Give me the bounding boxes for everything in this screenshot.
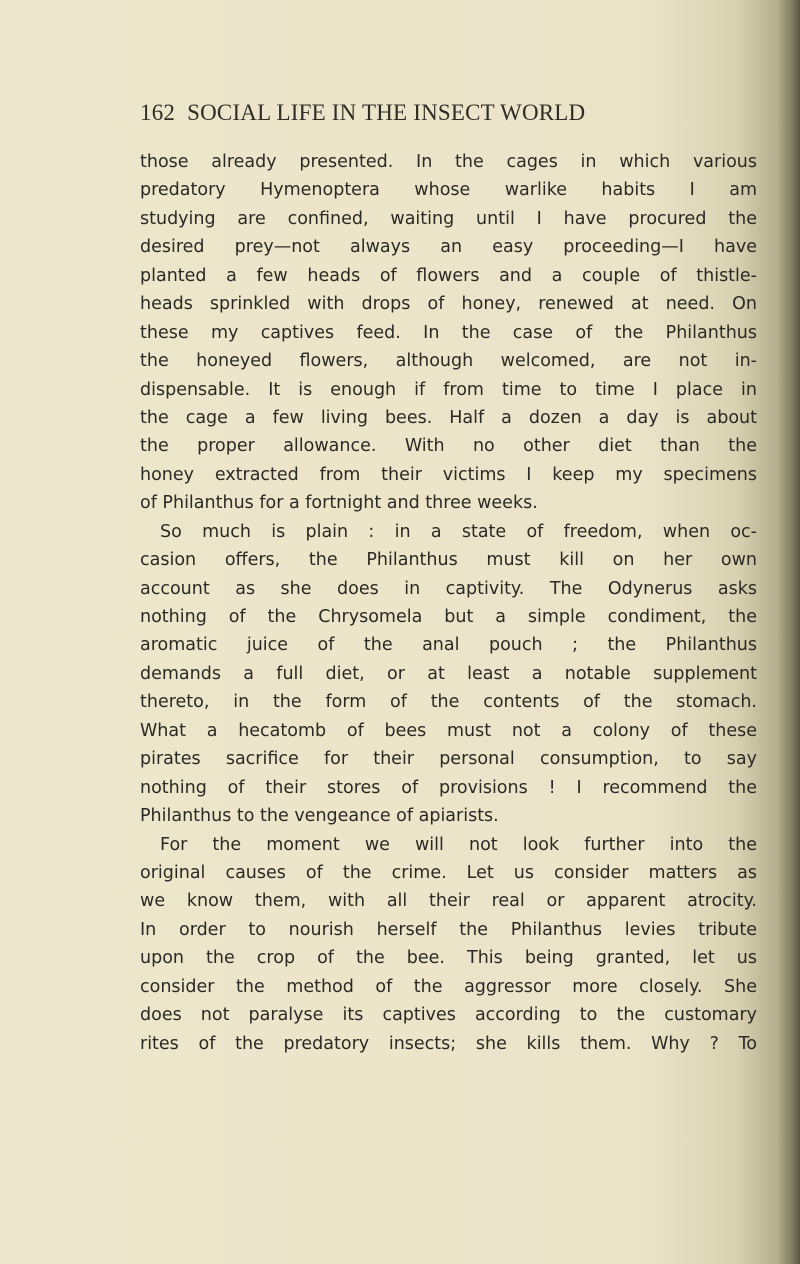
text-line: those already presented. In the cages in which various — [140, 152, 757, 172]
text-line: dispensable. It is enough if from time to time I place in — [140, 379, 757, 400]
text-line: heads sprinkled with drops of honey, renewed at need. On — [140, 294, 757, 315]
text-line: account as she does in captivity. The Odynerus asks — [140, 578, 757, 599]
text-line: upon the crop of the bee. This being granted, let us — [140, 948, 757, 969]
text-line: nothing of their stores of provisions ! I recommend the — [140, 777, 757, 798]
text-line: of Philanthus for a fortnight and three weeks. — [140, 493, 538, 514]
text-line: consider the method of the aggressor more closely. She — [140, 976, 757, 997]
text-line: the proper allowance. With no other diet than the — [140, 436, 757, 457]
text-line: demands a full diet, or at least a notable supplement — [140, 663, 757, 684]
text-line: aromatic juice of the anal pouch ; the Philanthus — [140, 635, 757, 656]
body-text — [140, 148, 757, 1058]
text-line: predatory Hymenoptera whose warlike habits I am — [140, 180, 757, 201]
text-line: For the moment we will not look further into the — [160, 834, 757, 855]
text-line: original causes of the crime. Let us consider matters as — [140, 862, 757, 883]
text-line: these my captives feed. In the case of the Philanthus — [140, 322, 757, 343]
text-line: honey extracted from their victims I keep my specimens — [140, 464, 757, 485]
text-line: Philanthus to the vengeance of apiarists. — [140, 806, 499, 827]
text-line: desired prey—not always an easy proceeding—I have — [140, 237, 757, 258]
text-line: In order to nourish herself the Philanthus levies tribute — [140, 919, 757, 940]
running-title: SOCIAL LIFE IN THE INSECT WORLD — [187, 100, 586, 125]
text-line: thereto, in the form of the contents of the stomach. — [140, 692, 757, 713]
text-line: the cage a few living bees. Half a dozen a day is about — [140, 407, 757, 428]
text-line: casion offers, the Philanthus must kill on her own — [140, 550, 757, 571]
text-line: does not paralyse its captives according to the customary — [140, 1005, 757, 1026]
text-line: pirates sacrifice for their personal consumption, to say — [140, 749, 757, 770]
text-line: nothing of the Chrysomela but a simple condiment, the — [140, 607, 757, 627]
running-header — [140, 100, 760, 126]
text-line: So much is plain : in a state of freedom, when oc- — [160, 521, 757, 542]
text-line: rites of the predatory insects; she kills them. Why ? To — [140, 1033, 757, 1054]
text-line: the honeyed flowers, although welcomed, are not in- — [140, 351, 757, 372]
page-edge-shadow — [778, 0, 800, 1264]
text-line: planted a few heads of flowers and a couple of thistle- — [140, 265, 757, 286]
text-line: studying are confined, waiting until I have procured the — [140, 208, 757, 229]
text-line: we know them, with all their real or apparent atrocity. — [140, 891, 757, 912]
page-number: 162 — [140, 100, 176, 125]
text-line: What a hecatomb of bees must not a colony of these — [140, 720, 757, 741]
